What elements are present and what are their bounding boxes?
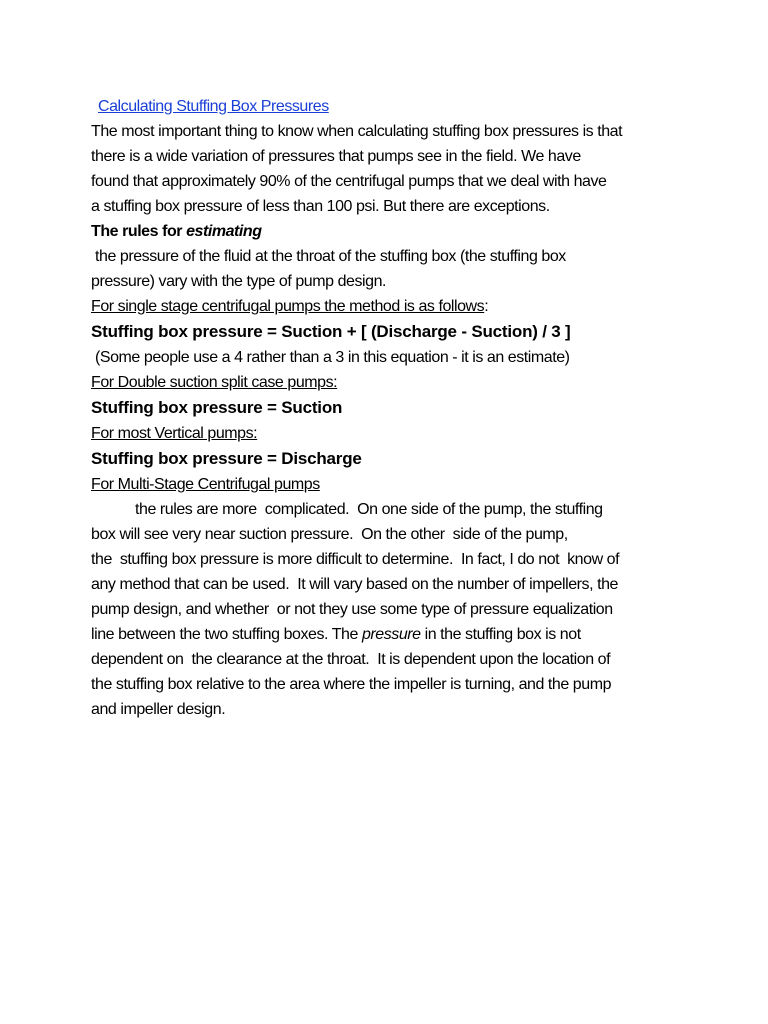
rules-heading bbox=[91, 219, 731, 244]
rules-heading-emphasis: estimating bbox=[186, 223, 262, 240]
multi-stage-line-9: and impeller design. bbox=[91, 701, 226, 718]
double-suction-heading: For Double suction split case pumps: bbox=[91, 374, 338, 391]
intro-line-4: a stuffing box pressure of less than 100 psi. But there are exceptions. bbox=[91, 198, 550, 215]
multi-stage-line-7: dependent on the clearance at the throat. It is dependent upon the location of bbox=[91, 651, 611, 668]
single-stage-note: (Some people use a 4 rather than a 3 in this equation - it is an estimate) bbox=[91, 349, 570, 366]
multi-stage-line-4: any method that can be used. It will vary based on the number of impellers, the bbox=[91, 576, 618, 593]
rules-line-2: pressure) vary with the type of pump design. bbox=[91, 273, 387, 290]
multi-stage-line-5: pump design, and whether or not they use some type of pressure equalization bbox=[91, 601, 613, 618]
multi-stage-line-6-after: in the stuffing box is not bbox=[420, 626, 581, 643]
multi-stage-line-6-emphasis: pressure bbox=[361, 626, 421, 643]
multi-stage-line-2: box will see very near suction pressure. On the other side of the pump, bbox=[91, 526, 568, 543]
single-stage-heading-line bbox=[91, 294, 731, 319]
multi-stage-line-8: the stuffing box relative to the area where the impeller is turning, and the pump bbox=[91, 676, 612, 693]
single-stage-heading-tail: : bbox=[484, 298, 489, 315]
multi-stage-line-6 bbox=[91, 622, 731, 647]
multi-stage-heading: For Multi-Stage Centrifugal pumps bbox=[91, 476, 320, 493]
vertical-formula: Stuffing box pressure = Discharge bbox=[91, 449, 362, 468]
document-page bbox=[91, 94, 731, 722]
rules-line-1: the pressure of the fluid at the throat of the stuffing box (the stuffing box bbox=[91, 248, 566, 265]
intro-line-3: found that approximately 90% of the centrifugal pumps that we deal with have bbox=[91, 173, 607, 190]
multi-stage-line-6-before: line between the two stuffing boxes. The bbox=[91, 626, 362, 643]
multi-stage-line-1: the rules are more complicated. On one side of the pump, the stuffing bbox=[135, 501, 603, 518]
intro-line-1: The most important thing to know when calculating stuffing box pressures is that bbox=[91, 123, 623, 140]
heading-link[interactable]: Calculating Stuffing Box Pressures bbox=[98, 98, 329, 115]
multi-stage-line-3: the stuffing box pressure is more difficult to determine. In fact, I do not know of bbox=[91, 551, 620, 568]
vertical-heading: For most Vertical pumps: bbox=[91, 425, 258, 442]
single-stage-formula: Stuffing box pressure = Suction + [ (Discharge - Suction) / 3 ] bbox=[91, 322, 571, 341]
single-stage-heading: For single stage centrifugal pumps the method is as follows bbox=[91, 298, 485, 315]
double-suction-formula: Stuffing box pressure = Suction bbox=[91, 398, 343, 417]
intro-line-2: there is a wide variation of pressures that pumps see in the field. We have bbox=[91, 148, 581, 165]
heading-line bbox=[91, 94, 731, 119]
rules-heading-prefix: The rules for bbox=[91, 223, 187, 240]
